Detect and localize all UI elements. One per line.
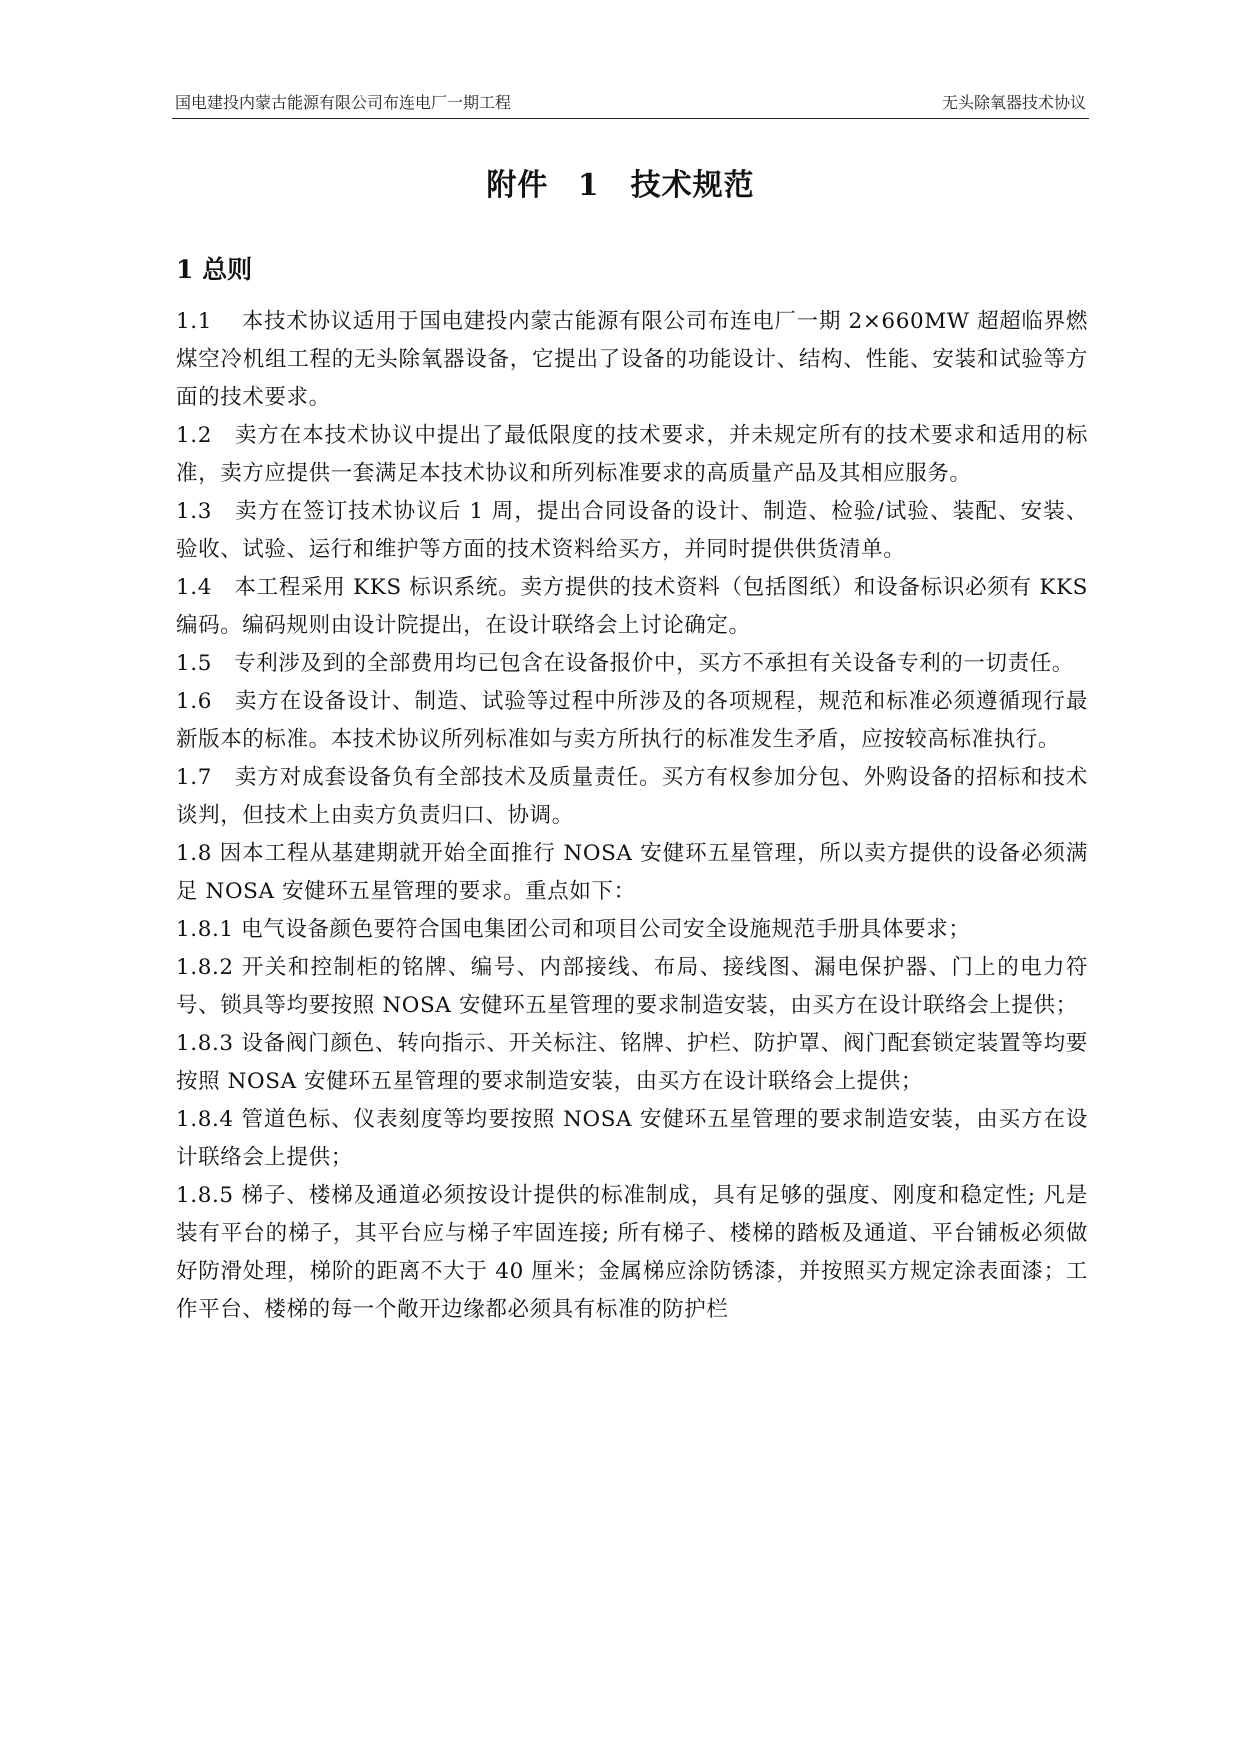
paragraph-1-6: 1.6 卖方在设备设计、制造、试验等过程中所涉及的各项规程，规范和标准必须遵循现行最新版本的标准。本技术协议所列标准如与卖方所执行的标准发生矛盾，应按较高标准执行。	[176, 689, 1088, 752]
paragraph-1-7: 1.7 卖方对成套设备负有全部技术及质量责任。买方有权参加分包、外购设备的招标和技术谈判，但技术上由卖方负责归口、协调。	[176, 765, 1088, 828]
header-document-name: 无头除氧器技术协议	[941, 93, 1086, 112]
paragraph-1-3: 1.3 卖方在签订技术协议后 1 周，提出合同设备的设计、制造、检验/试验、装配、安装、验收、试验、运行和维护等方面的技术资料给买方，并同时提供供货清单。	[176, 499, 1088, 562]
paragraph-1-4: 1.4 本工程采用 KKS 标识系统。卖方提供的技术资料（包括图纸）和设备标识必须有 KKS 编码。编码规则由设计院提出，在设计联络会上讨论确定。	[176, 575, 1088, 638]
paragraph-1-8-2: 1.8.2 开关和控制柜的铭牌、编号、内部接线、布局、接线图、漏电保护器、门上的电力符号、锁具等均要按照 NOSA 安健环五星管理的要求制造安装，由买方在设计联络会上提供；	[176, 955, 1088, 1018]
paragraph-1-8-5: 1.8.5 梯子、楼梯及通道必须按设计提供的标准制成，具有足够的强度、刚度和稳定性; 凡是装有平台的梯子，其平台应与梯子牢固连接; 所有梯子、楼梯的踏板及通道、平台铺板必须做好防滑处理，梯阶的距离不大于 40 厘米；金属梯应涂防锈漆，并按照买方规定涂表面漆；工作平台、楼梯的每一个敞开边缘都必须具有标准的防护栏	[176, 1183, 1088, 1322]
section-heading: 1 总则	[176, 255, 253, 284]
document-title: 附件 1 技术规范	[486, 168, 755, 203]
paragraph-1-8-1: 1.8.1 电气设备颜色要符合国电集团公司和项目公司安全设施规范手册具体要求；	[176, 917, 971, 942]
page-header	[172, 88, 1089, 119]
paragraph-1-8-3: 1.8.3 设备阀门颜色、转向指示、开关标注、铭牌、护栏、防护罩、阀门配套锁定装置等均要按照 NOSA 安健环五星管理的要求制造安装，由买方在设计联络会上提供；	[176, 1031, 1088, 1094]
paragraph-1-8-4: 1.8.4 管道色标、仪表刻度等均要按照 NOSA 安健环五星管理的要求制造安装，由买方在设计联络会上提供；	[176, 1107, 1088, 1170]
paragraph-1-5: 1.5 专利涉及到的全部费用均已包含在设备报价中，买方不承担有关设备专利的一切责任。	[176, 651, 1074, 676]
paragraph-1-2: 1.2 卖方在本技术协议中提出了最低限度的技术要求，并未规定所有的技术要求和适用的标准，卖方应提供一套满足本技术协议和所列标准要求的高质量产品及其相应服务。	[176, 423, 1088, 486]
body-content	[176, 303, 1088, 1329]
paragraph-1-8: 1.8 因本工程从基建期就开始全面推行 NOSA 安健环五星管理，所以卖方提供的设备必须满足 NOSA 安健环五星管理的要求。重点如下：	[176, 841, 1088, 904]
paragraph-1-1: 1.1 本技术协议适用于国电建投内蒙古能源有限公司布连电厂一期 2×660MW 超超临界燃煤空冷机组工程的无头除氧器设备，它提出了设备的功能设计、结构、性能、安装和试验等方面的技术要求。	[176, 309, 1088, 410]
header-project-name: 国电建投内蒙古能源有限公司布连电厂一期工程	[175, 93, 512, 112]
